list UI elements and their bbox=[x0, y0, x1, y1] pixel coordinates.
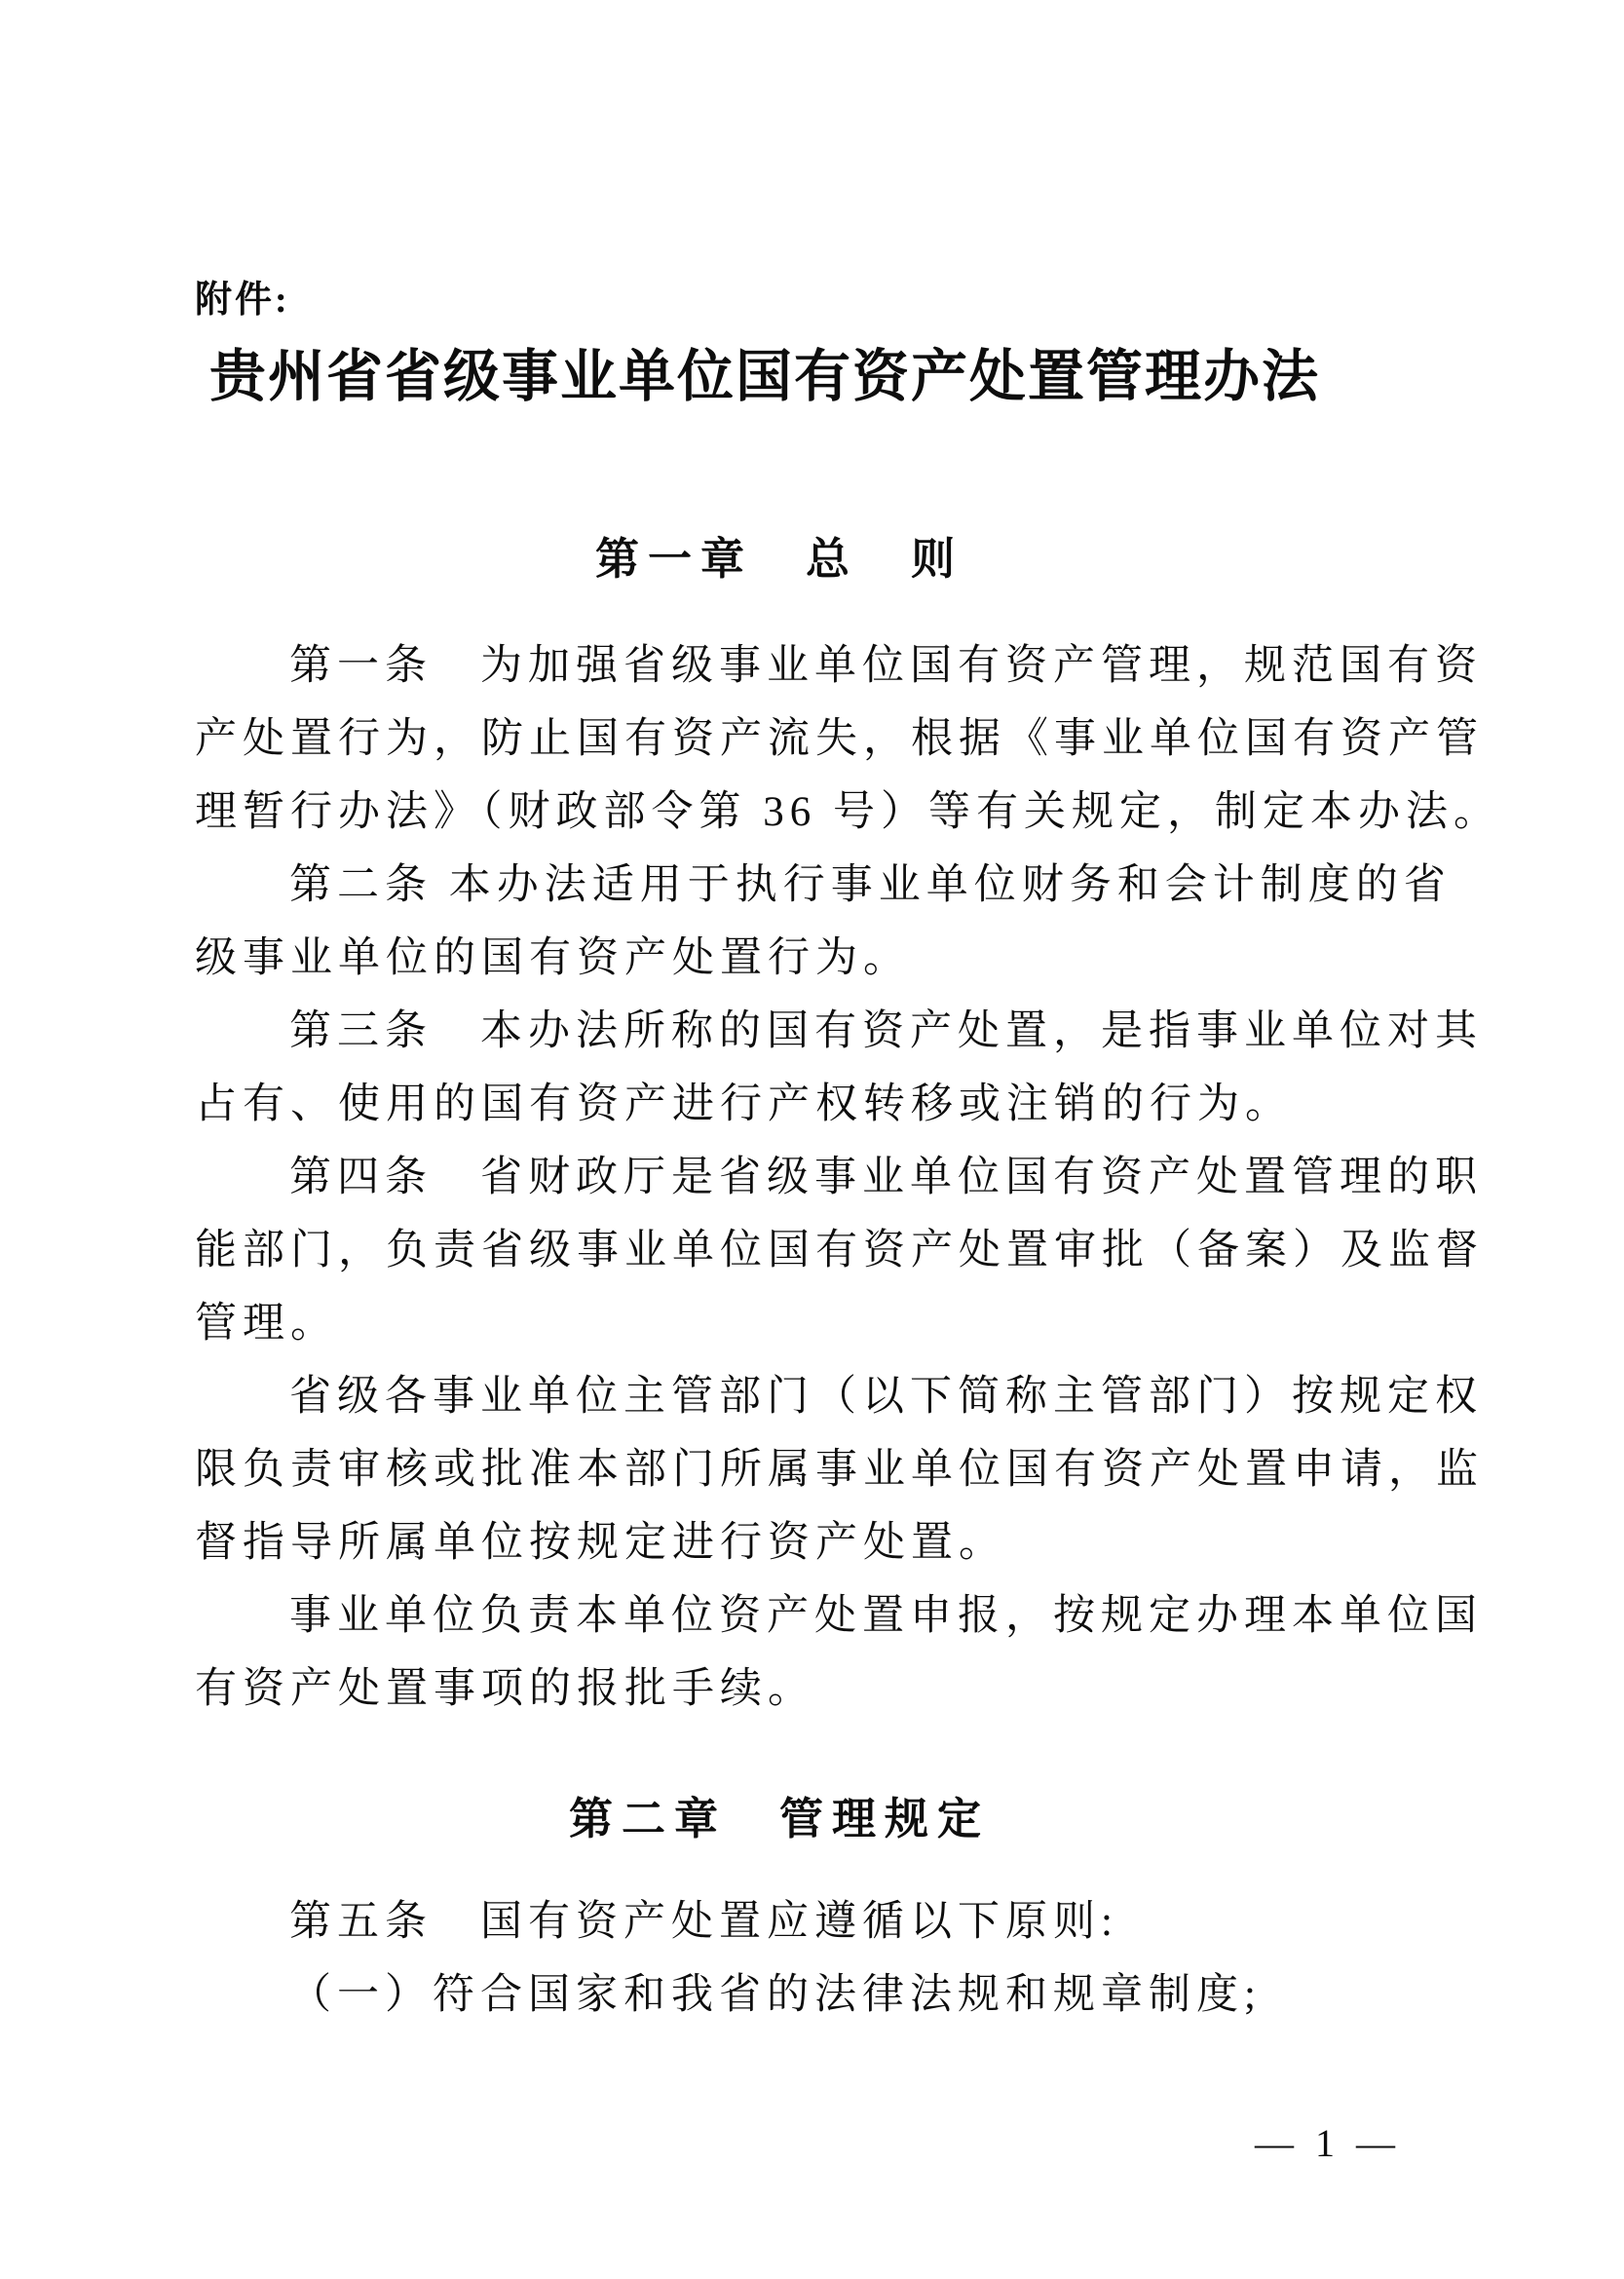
chapter-2-body bbox=[195, 1885, 1491, 2032]
body-line: 理暂行办法》（财政部令第 36 号）等有关规定，制定本办法。 bbox=[195, 789, 1501, 835]
chapter-2-heading: 第二章 管理规定 bbox=[568, 1795, 990, 1843]
body-line: 事业单位负责本单位资产处置申报，按规定办理本单位国 bbox=[289, 1593, 1483, 1639]
body-line: 省级各事业单位主管部门（以下简称主管部门）按规定权 bbox=[289, 1374, 1483, 1420]
body-line: 第一条 为加强省级事业单位国有资产管理，规范国有资 bbox=[289, 643, 1483, 689]
attachment-label: 附件: bbox=[195, 280, 290, 321]
document-title: 贵州省省级事业单位国有资产处置管理办法 bbox=[208, 343, 1320, 409]
body-line: 第二条 本办法适用于执行事业单位财务和会计制度的省 bbox=[289, 862, 1452, 908]
body-line: 第四条 省财政厅是省级事业单位国有资产处置管理的职 bbox=[289, 1155, 1483, 1200]
body-line: 督指导所属单位按规定进行资产处置。 bbox=[195, 1520, 1006, 1566]
chapter-1-body bbox=[195, 629, 1501, 1726]
body-line: 有资产处置事项的报批手续。 bbox=[195, 1666, 815, 1712]
body-line: 限负责审核或批准本部门所属事业单位国有资产处置申请，监 bbox=[195, 1447, 1484, 1493]
body-line: 级事业单位的国有资产处置行为。 bbox=[195, 935, 911, 981]
body-line: 产处置行为，防止国有资产流失，根据《事业单位国有资产管 bbox=[195, 716, 1484, 762]
body-line: 能部门，负责省级事业单位国有资产处置审批（备案）及监督 bbox=[195, 1228, 1484, 1273]
document-content bbox=[195, 0, 1501, 2165]
body-line: （一）符合国家和我省的法律法规和规章制度; bbox=[289, 1972, 1262, 2018]
body-line: 第三条 本办法所称的国有资产处置，是指事业单位对其 bbox=[289, 1008, 1483, 1054]
body-line: 占有、使用的国有资产进行产权转移或注销的行为。 bbox=[195, 1082, 1293, 1127]
chapter-1-heading: 第一章 总 则 bbox=[594, 535, 963, 584]
body-line: 第五条 国有资产处置应遵循以下原则: bbox=[289, 1899, 1118, 1945]
page-number: — 1 — bbox=[1255, 2121, 1401, 2165]
body-line: 管理。 bbox=[195, 1301, 338, 1347]
